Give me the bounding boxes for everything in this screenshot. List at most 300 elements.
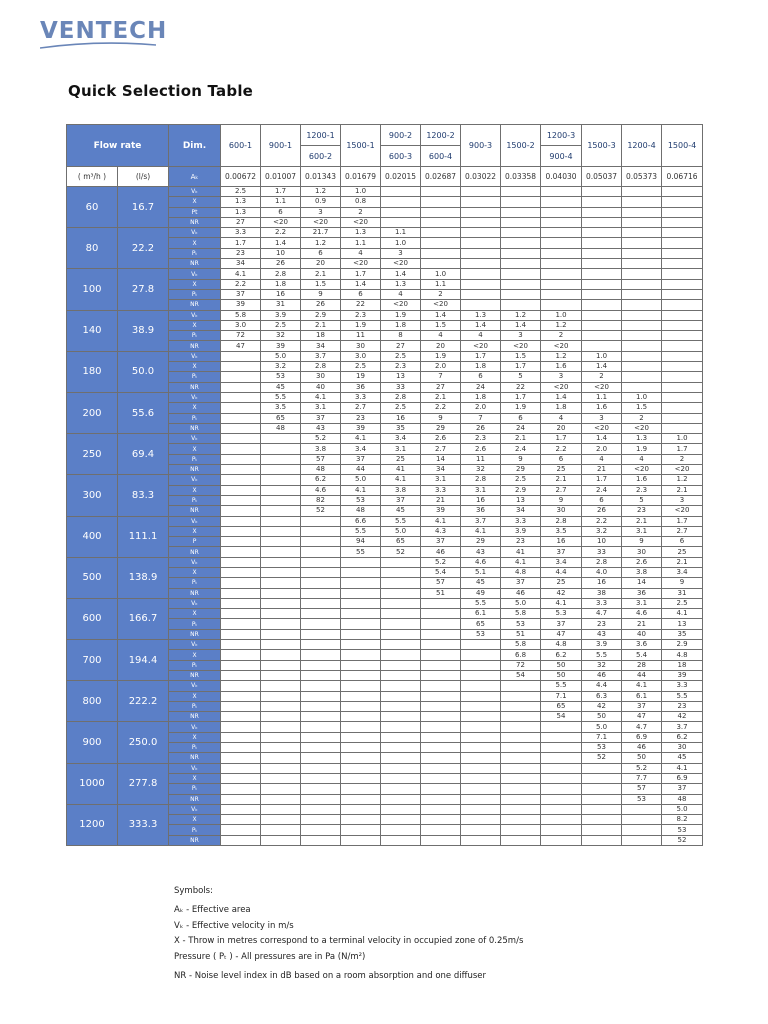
value-cell: 39 xyxy=(662,670,703,680)
value-cell xyxy=(381,712,421,722)
value-cell: 22 xyxy=(501,382,541,392)
value-cell xyxy=(301,815,341,825)
value-cell xyxy=(301,588,341,598)
value-cell xyxy=(421,691,461,701)
value-cell: 2.6 xyxy=(622,557,662,567)
value-cell xyxy=(381,629,421,639)
value-cell: 4.6 xyxy=(301,485,341,495)
value-cell xyxy=(622,310,662,320)
value-cell xyxy=(501,691,541,701)
value-cell: 30 xyxy=(541,506,582,516)
symbol-cell: Vₖ xyxy=(169,722,221,732)
value-cell xyxy=(261,629,301,639)
value-cell: 1.7 xyxy=(541,434,582,444)
value-cell: 43 xyxy=(461,547,501,557)
value-cell: 1.0 xyxy=(622,392,662,402)
table-row xyxy=(67,187,703,197)
value-cell: 21 xyxy=(622,619,662,629)
value-cell xyxy=(381,187,421,197)
value-cell: 1.3 xyxy=(341,228,381,238)
value-cell xyxy=(221,454,261,464)
value-cell: 1.3 xyxy=(461,310,501,320)
value-cell: 6 xyxy=(261,207,301,217)
value-cell: 4.3 xyxy=(421,526,461,536)
value-cell xyxy=(501,681,541,691)
value-cell: 36 xyxy=(341,382,381,392)
value-cell xyxy=(622,835,662,845)
value-cell: 4.8 xyxy=(541,640,582,650)
symbol-cell: X xyxy=(169,773,221,783)
value-cell: 3.2 xyxy=(261,362,301,372)
value-cell: 30 xyxy=(301,372,341,382)
size-header: 900-3 xyxy=(461,125,501,167)
value-cell: 1.5 xyxy=(301,279,341,289)
value-cell xyxy=(421,804,461,814)
value-cell: 4.0 xyxy=(582,567,622,577)
symbol-cell: X xyxy=(169,403,221,413)
symbol-cell: NR xyxy=(169,629,221,639)
value-cell xyxy=(341,598,381,608)
value-cell: 48 xyxy=(341,506,381,516)
value-cell: 2.3 xyxy=(461,434,501,444)
value-cell xyxy=(301,598,341,608)
value-cell xyxy=(381,825,421,835)
value-cell xyxy=(461,207,501,217)
value-cell xyxy=(221,712,261,722)
value-cell: 2 xyxy=(622,413,662,423)
value-cell xyxy=(261,773,301,783)
value-cell xyxy=(261,547,301,557)
value-cell: 27 xyxy=(421,382,461,392)
value-cell: 10 xyxy=(261,248,301,258)
value-cell: <20 xyxy=(421,300,461,310)
value-cell: 1.7 xyxy=(461,351,501,361)
value-cell: 28 xyxy=(622,660,662,670)
value-cell: 6 xyxy=(662,537,703,547)
value-cell: 1.7 xyxy=(662,516,703,526)
value-cell xyxy=(221,681,261,691)
symbol-cell: NR xyxy=(169,794,221,804)
value-cell xyxy=(662,279,703,289)
value-cell: 2.0 xyxy=(421,362,461,372)
value-cell xyxy=(221,732,261,742)
flow-rate-header: Flow rate xyxy=(67,125,169,167)
value-cell: <20 xyxy=(381,259,421,269)
value-cell xyxy=(421,670,461,680)
value-cell xyxy=(221,434,261,444)
table-row xyxy=(67,640,703,650)
value-cell: 4.1 xyxy=(622,681,662,691)
table-row xyxy=(67,475,703,485)
value-cell xyxy=(582,825,622,835)
value-cell xyxy=(582,815,622,825)
value-cell: 1.0 xyxy=(541,310,582,320)
value-cell xyxy=(541,722,582,732)
value-cell: 2.6 xyxy=(461,444,501,454)
value-cell: 1.9 xyxy=(501,403,541,413)
value-cell xyxy=(461,691,501,701)
value-cell: 43 xyxy=(582,629,622,639)
value-cell xyxy=(261,578,301,588)
value-cell xyxy=(622,279,662,289)
value-cell xyxy=(261,681,301,691)
value-cell: 2.4 xyxy=(501,444,541,454)
value-cell: 1.2 xyxy=(501,310,541,320)
value-cell: 18 xyxy=(301,331,341,341)
value-cell xyxy=(662,207,703,217)
table-row xyxy=(67,434,703,444)
value-cell xyxy=(501,743,541,753)
value-cell: 6.9 xyxy=(622,732,662,742)
value-cell xyxy=(261,567,301,577)
value-cell xyxy=(421,650,461,660)
value-cell: 1.7 xyxy=(261,187,301,197)
value-cell xyxy=(221,701,261,711)
value-cell xyxy=(261,526,301,536)
value-cell xyxy=(461,259,501,269)
value-cell: 14 xyxy=(622,578,662,588)
value-cell xyxy=(622,341,662,351)
value-cell: 32 xyxy=(261,331,301,341)
value-cell xyxy=(582,187,622,197)
value-cell xyxy=(622,248,662,258)
value-cell: 2.3 xyxy=(341,310,381,320)
value-cell xyxy=(341,619,381,629)
value-cell xyxy=(421,197,461,207)
value-cell: 1.2 xyxy=(301,238,341,248)
value-cell: 1.9 xyxy=(421,351,461,361)
table-row xyxy=(67,804,703,814)
value-cell xyxy=(261,506,301,516)
value-cell: 5.5 xyxy=(662,691,703,701)
symbol-cell: NR xyxy=(169,259,221,269)
value-cell xyxy=(662,413,703,423)
symbol-cell: Pt xyxy=(169,207,221,217)
value-cell xyxy=(662,259,703,269)
value-cell xyxy=(221,629,261,639)
value-cell: 34 xyxy=(221,259,261,269)
value-cell xyxy=(501,722,541,732)
value-cell xyxy=(341,804,381,814)
value-cell xyxy=(501,289,541,299)
symbol-cell: X xyxy=(169,650,221,660)
value-cell: 53 xyxy=(341,495,381,505)
value-cell xyxy=(261,516,301,526)
value-cell xyxy=(381,598,421,608)
symbol-cell: NR xyxy=(169,712,221,722)
value-cell: 37 xyxy=(622,701,662,711)
value-cell xyxy=(421,835,461,845)
value-cell: <20 xyxy=(301,217,341,227)
area-value: 0.00672 xyxy=(221,167,261,187)
value-cell xyxy=(221,640,261,650)
value-cell xyxy=(341,794,381,804)
flow-ls: 333.3 xyxy=(118,804,169,845)
value-cell: 1.6 xyxy=(582,403,622,413)
value-cell xyxy=(421,784,461,794)
value-cell: 6 xyxy=(301,248,341,258)
value-cell: 1.7 xyxy=(501,392,541,402)
value-cell xyxy=(341,712,381,722)
value-cell: 50 xyxy=(541,670,582,680)
value-cell xyxy=(541,259,582,269)
symbols-legend xyxy=(174,886,523,986)
symbol-cell: X xyxy=(169,526,221,536)
value-cell: 65 xyxy=(261,413,301,423)
value-cell xyxy=(622,207,662,217)
value-cell: 2.8 xyxy=(381,392,421,402)
value-cell xyxy=(301,670,341,680)
value-cell xyxy=(301,537,341,547)
value-cell xyxy=(301,619,341,629)
value-cell xyxy=(381,784,421,794)
value-cell xyxy=(622,320,662,330)
value-cell xyxy=(662,300,703,310)
value-cell: 8 xyxy=(381,331,421,341)
symbol-cell: Vₖ xyxy=(169,269,221,279)
value-cell: 26 xyxy=(582,506,622,516)
value-cell xyxy=(381,207,421,217)
value-cell: 3.5 xyxy=(261,403,301,413)
value-cell: 3.3 xyxy=(421,485,461,495)
table-row xyxy=(67,681,703,691)
value-cell: 2.0 xyxy=(582,444,622,454)
value-cell xyxy=(341,773,381,783)
value-cell xyxy=(622,197,662,207)
value-cell: 1.8 xyxy=(381,320,421,330)
value-cell: 5.3 xyxy=(541,609,582,619)
value-cell xyxy=(301,691,341,701)
value-cell: 4.7 xyxy=(622,722,662,732)
value-cell xyxy=(301,804,341,814)
value-cell xyxy=(662,392,703,402)
value-cell xyxy=(381,670,421,680)
value-cell xyxy=(221,835,261,845)
symbol-cell: Pₜ xyxy=(169,743,221,753)
value-cell xyxy=(582,279,622,289)
value-cell: 4 xyxy=(341,248,381,258)
value-cell: 46 xyxy=(421,547,461,557)
value-cell xyxy=(221,794,261,804)
value-cell xyxy=(501,269,541,279)
value-cell: 1.9 xyxy=(381,310,421,320)
value-cell xyxy=(662,382,703,392)
value-cell: 2.1 xyxy=(541,475,582,485)
value-cell xyxy=(301,609,341,619)
value-cell: 2.3 xyxy=(381,362,421,372)
value-cell: 6.1 xyxy=(622,691,662,701)
symbol-cell: Vₖ xyxy=(169,557,221,567)
value-cell: 2.2 xyxy=(582,516,622,526)
value-cell: 1.9 xyxy=(622,444,662,454)
value-cell xyxy=(501,732,541,742)
value-cell xyxy=(261,537,301,547)
value-cell xyxy=(341,732,381,742)
value-cell xyxy=(381,567,421,577)
value-cell xyxy=(261,691,301,701)
symbol-cell: NR xyxy=(169,547,221,557)
value-cell: 3.3 xyxy=(501,516,541,526)
value-cell xyxy=(341,825,381,835)
value-cell xyxy=(501,238,541,248)
value-cell xyxy=(221,804,261,814)
area-value: 0.05373 xyxy=(622,167,662,187)
value-cell xyxy=(301,660,341,670)
value-cell: 2.7 xyxy=(341,403,381,413)
value-cell: 3.0 xyxy=(221,320,261,330)
value-cell xyxy=(301,784,341,794)
symbol-cell: Vₖ xyxy=(169,434,221,444)
value-cell xyxy=(221,578,261,588)
value-cell xyxy=(381,804,421,814)
value-cell xyxy=(421,187,461,197)
symbol-cell: Vₖ xyxy=(169,763,221,773)
flow-m3h: 60 xyxy=(67,187,118,228)
table-row xyxy=(67,763,703,773)
value-cell: 3.9 xyxy=(261,310,301,320)
value-cell: 51 xyxy=(421,588,461,598)
table-row xyxy=(67,228,703,238)
value-cell xyxy=(261,454,301,464)
flow-ls: 55.6 xyxy=(118,392,169,433)
value-cell xyxy=(221,516,261,526)
value-cell: 6.3 xyxy=(582,691,622,701)
value-cell xyxy=(501,773,541,783)
value-cell: 1.1 xyxy=(341,238,381,248)
value-cell: 2.5 xyxy=(381,403,421,413)
value-cell: 6 xyxy=(341,289,381,299)
value-cell xyxy=(341,578,381,588)
value-cell xyxy=(341,763,381,773)
value-cell xyxy=(421,763,461,773)
value-cell xyxy=(501,228,541,238)
size-header: 1200-3 xyxy=(541,125,582,146)
value-cell xyxy=(261,609,301,619)
value-cell xyxy=(541,187,582,197)
value-cell xyxy=(662,217,703,227)
value-cell: 6 xyxy=(582,495,622,505)
value-cell xyxy=(381,815,421,825)
symbol-cell: NR xyxy=(169,835,221,845)
value-cell xyxy=(261,588,301,598)
value-cell xyxy=(221,392,261,402)
value-cell: 27 xyxy=(221,217,261,227)
value-cell xyxy=(261,722,301,732)
value-cell: 4.6 xyxy=(461,557,501,567)
value-cell xyxy=(301,712,341,722)
value-cell xyxy=(541,289,582,299)
value-cell: 1.0 xyxy=(341,187,381,197)
value-cell xyxy=(341,650,381,660)
symbol-cell: Vₖ xyxy=(169,681,221,691)
value-cell: 1.0 xyxy=(582,351,622,361)
value-cell xyxy=(541,763,582,773)
value-cell: 7.1 xyxy=(582,732,622,742)
flow-m3h: 200 xyxy=(67,392,118,433)
value-cell: 2 xyxy=(341,207,381,217)
value-cell: 37 xyxy=(301,413,341,423)
value-cell xyxy=(501,815,541,825)
value-cell xyxy=(461,763,501,773)
area-value: 0.03358 xyxy=(501,167,541,187)
value-cell xyxy=(582,784,622,794)
value-cell xyxy=(221,382,261,392)
value-cell: 1.6 xyxy=(622,475,662,485)
value-cell: 5.5 xyxy=(541,681,582,691)
value-cell xyxy=(341,784,381,794)
value-cell: 21.7 xyxy=(301,228,341,238)
value-cell xyxy=(421,598,461,608)
value-cell: 53 xyxy=(261,372,301,382)
value-cell: 65 xyxy=(541,701,582,711)
flow-m3h: 180 xyxy=(67,351,118,392)
value-cell xyxy=(261,434,301,444)
value-cell: <20 xyxy=(541,341,582,351)
value-cell: 6.1 xyxy=(461,609,501,619)
value-cell xyxy=(622,238,662,248)
value-cell: 2.2 xyxy=(221,279,261,289)
value-cell: 2.1 xyxy=(662,485,703,495)
table-row xyxy=(67,392,703,402)
value-cell xyxy=(381,691,421,701)
value-cell: 3.3 xyxy=(582,598,622,608)
value-cell xyxy=(622,825,662,835)
value-cell: 2.1 xyxy=(421,392,461,402)
value-cell: 4.8 xyxy=(662,650,703,660)
value-cell: 51 xyxy=(501,629,541,639)
value-cell: 25 xyxy=(541,465,582,475)
symbol-cell: Vₖ xyxy=(169,475,221,485)
value-cell: 57 xyxy=(301,454,341,464)
value-cell xyxy=(461,732,501,742)
value-cell xyxy=(501,187,541,197)
flow-ls: 27.8 xyxy=(118,269,169,310)
flow-ls: 111.1 xyxy=(118,516,169,557)
symbol-cell: X xyxy=(169,609,221,619)
value-cell xyxy=(622,289,662,299)
value-cell: 4 xyxy=(461,331,501,341)
value-cell: 65 xyxy=(461,619,501,629)
flow-m3h: 140 xyxy=(67,310,118,351)
value-cell: 43 xyxy=(301,423,341,433)
value-cell xyxy=(341,609,381,619)
value-cell xyxy=(662,238,703,248)
value-cell xyxy=(541,835,582,845)
value-cell: 3 xyxy=(541,372,582,382)
value-cell: 42 xyxy=(541,588,582,598)
symbol-ak-line: Aₖ - Effective area xyxy=(174,905,251,915)
value-cell xyxy=(221,815,261,825)
value-cell: 4.1 xyxy=(421,516,461,526)
value-cell xyxy=(381,217,421,227)
value-cell: 9 xyxy=(622,537,662,547)
flow-ls: 83.3 xyxy=(118,475,169,516)
symbol-cell: X xyxy=(169,197,221,207)
value-cell xyxy=(421,259,461,269)
value-cell xyxy=(301,557,341,567)
value-cell xyxy=(261,825,301,835)
value-cell xyxy=(341,815,381,825)
value-cell xyxy=(261,732,301,742)
value-cell xyxy=(461,670,501,680)
value-cell: 4 xyxy=(622,454,662,464)
value-cell xyxy=(261,784,301,794)
symbol-cell: Pₜ xyxy=(169,619,221,629)
symbol-cell: X xyxy=(169,485,221,495)
value-cell: 25 xyxy=(541,578,582,588)
size-header-alt: 600-2 xyxy=(301,146,341,167)
value-cell: 5.8 xyxy=(501,609,541,619)
